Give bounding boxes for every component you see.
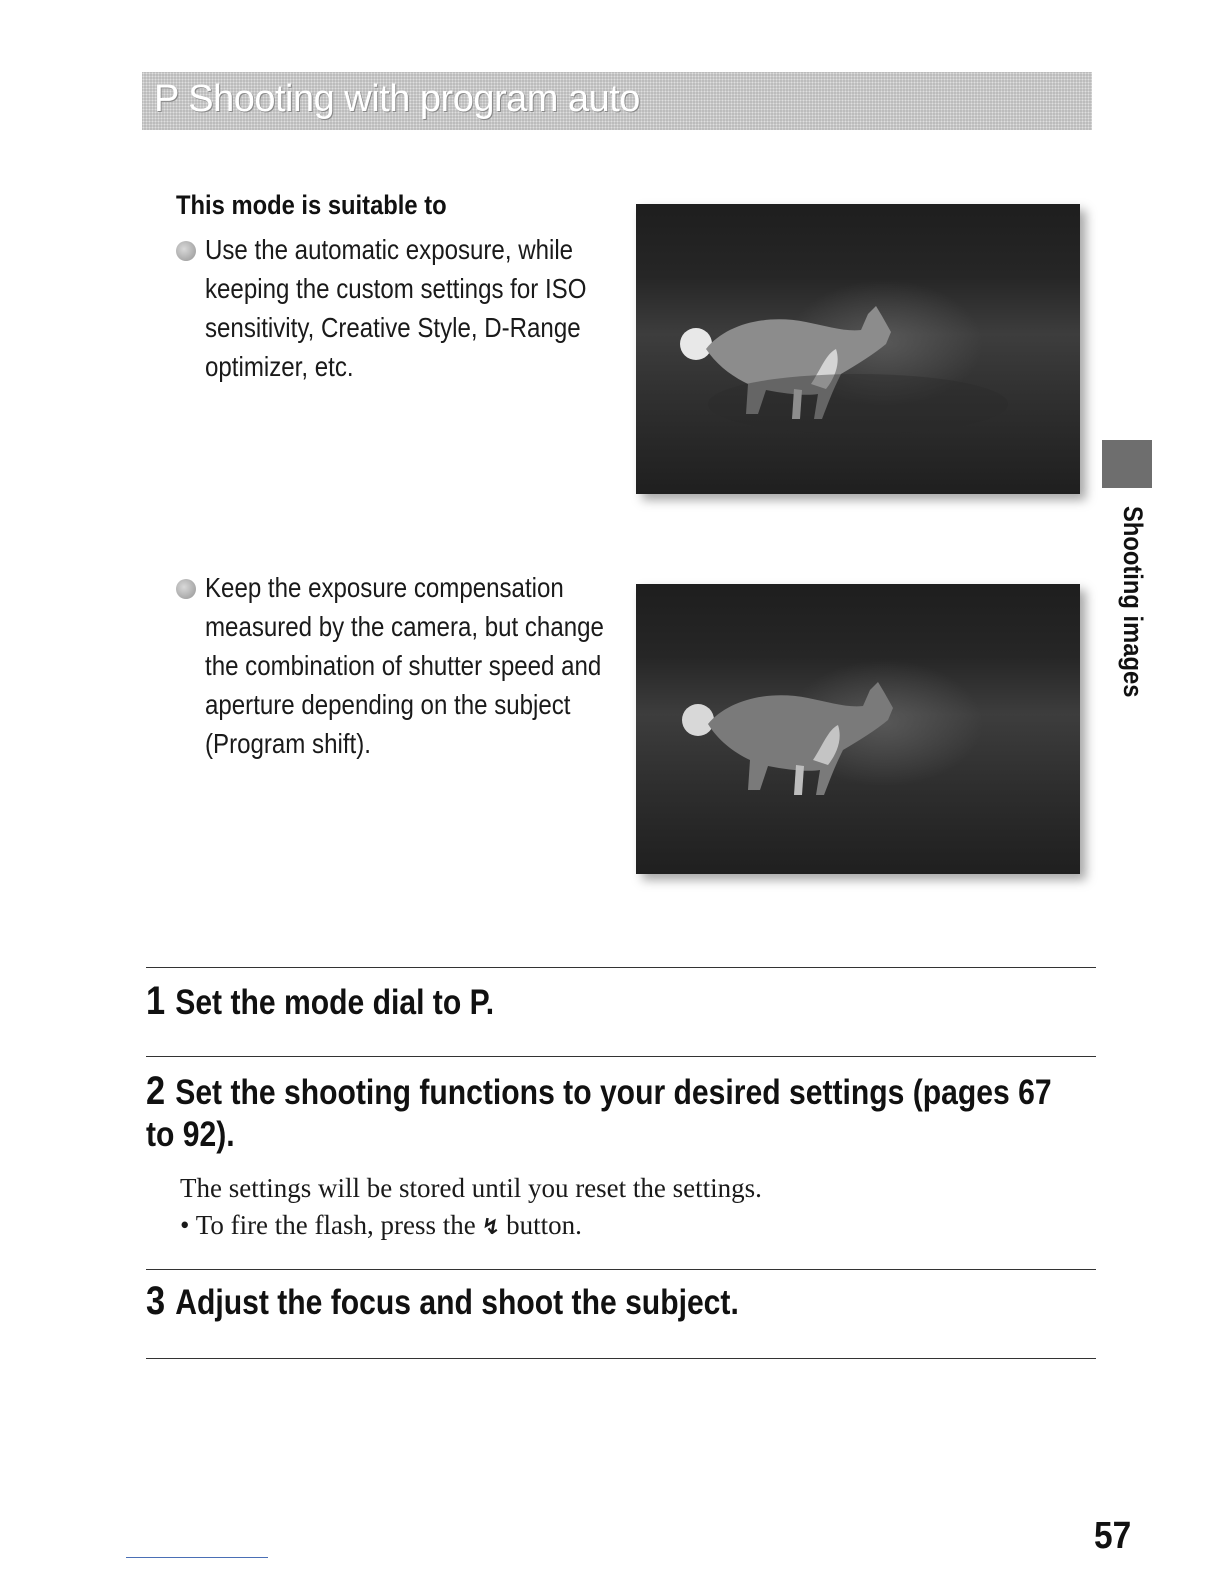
step-note-suffix: button.: [506, 1210, 582, 1240]
step-title: Set the mode dial to P.: [175, 983, 495, 1022]
step-heading: [146, 980, 1118, 1024]
suitable-bullet-text: Keep the exposure compensation measured by the camera, but change the combination of shutter speed and aperture depending on the subject (Program shift).: [205, 572, 604, 759]
dog-photo: [636, 204, 1080, 494]
step-body: [180, 1170, 1126, 1246]
dog-illustration: [636, 584, 1080, 874]
step: [146, 1070, 1126, 1246]
divider: [146, 1269, 1096, 1270]
page-title: P Shooting with program auto: [154, 78, 640, 120]
suitable-bullet: [176, 568, 616, 763]
step-body-text: The settings will be stored until you reset the settings.: [180, 1173, 762, 1203]
bullet-dot-icon: [176, 241, 196, 261]
suitable-bullet: [176, 230, 616, 386]
section-tab-marker: [1102, 440, 1152, 488]
step-number: 3: [146, 1279, 166, 1323]
section-tab-label: Shooting images: [1118, 506, 1148, 698]
step-number: 1: [146, 979, 166, 1023]
title-banner: [142, 72, 1092, 130]
step-number: 2: [146, 1069, 166, 1113]
step-note-prefix: • To fire the flash, press the: [180, 1210, 476, 1240]
divider: [146, 967, 1096, 968]
page-number: 57: [1094, 1515, 1132, 1557]
divider: [146, 1056, 1096, 1057]
bullet-dot-icon: [176, 579, 196, 599]
suitable-heading: This mode is suitable to: [176, 190, 447, 220]
footer-rule: [126, 1557, 268, 1558]
step-heading: [146, 1280, 1118, 1324]
step: [146, 1280, 1126, 1324]
flash-icon: ↯: [481, 1215, 501, 1240]
step-heading: [146, 1070, 1075, 1156]
step-title: Adjust the focus and shoot the subject.: [175, 1283, 739, 1322]
divider: [146, 1358, 1096, 1359]
step-title: Set the shooting functions to your desired settings (pages 67 to 92).: [146, 1073, 1052, 1154]
dog-photo: [636, 584, 1080, 874]
step: [146, 980, 1126, 1024]
dog-illustration: [636, 204, 1080, 494]
step-note: [180, 1207, 1126, 1246]
suitable-bullet-text: Use the automatic exposure, while keeping the custom settings for ISO sensitivity, Creative Style, D-Range optimizer, etc.: [205, 234, 587, 382]
